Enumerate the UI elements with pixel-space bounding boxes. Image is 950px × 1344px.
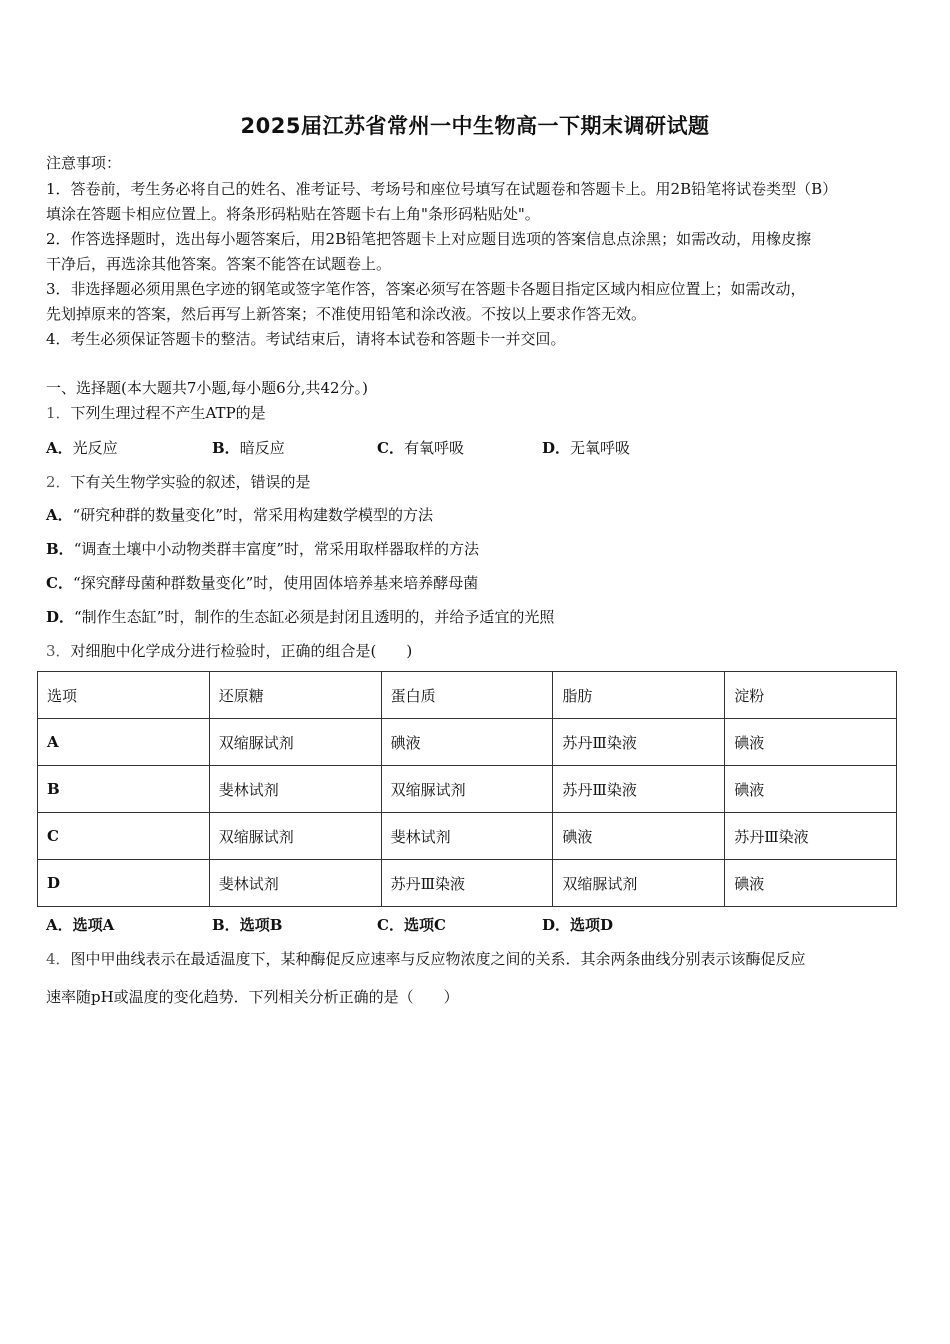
question-text: 下有关生物学实验的叙述，错误的是 <box>70 473 311 491</box>
table-cell: 双缩脲试剂 <box>381 766 553 813</box>
option-c[interactable]: C．有氧呼吸 <box>377 439 464 457</box>
notice-line: 先划掉原来的答案，然后再写上新答案；不准使用铅笔和涂改液。不按以上要求作答无效。 <box>46 305 647 323</box>
table-cell: 碘液 <box>725 719 897 766</box>
exam-title: 2025届江苏省常州一中生物高一下期末调研试题 <box>240 114 710 138</box>
table-cell: 苏丹Ⅲ染液 <box>725 813 897 860</box>
table-cell: 碘液 <box>553 813 725 860</box>
table-header-cell: 选项 <box>38 672 210 719</box>
notice-line: 填涂在答题卡相应位置上。将条形码粘贴在答题卡右上角"条形码粘贴处"。 <box>46 205 540 223</box>
option-c[interactable]: C．“探究酵母菌种群数量变化”时，使用固体培养基来培养酵母菌 <box>46 574 479 592</box>
option-c[interactable]: C．选项C <box>377 916 446 934</box>
question-4 <box>46 948 806 969</box>
question-2 <box>46 471 311 492</box>
question-1-options <box>46 437 906 457</box>
question-text-continued: 速率随pH或温度的变化趋势．下列相关分析正确的是（ ） <box>46 988 459 1006</box>
table-header-cell: 蛋白质 <box>381 672 553 719</box>
table-cell: 苏丹Ⅲ染液 <box>553 719 725 766</box>
table-cell: 双缩脲试剂 <box>209 813 381 860</box>
notice-line: 2．作答选择题时，选出每小题答案后，用2B铅笔把答题卡上对应题目选项的答案信息点涂黑；如需改动，用橡皮擦 <box>46 230 812 248</box>
table-cell: 斐林试剂 <box>381 813 553 860</box>
table-row <box>38 813 897 860</box>
question-text: 下列生理过程不产生ATP的是 <box>70 404 266 422</box>
option-a[interactable]: A．光反应 <box>46 439 118 457</box>
question-number: 1． <box>46 404 71 422</box>
question-1 <box>46 402 266 423</box>
option-a[interactable]: A．选项A <box>46 916 115 934</box>
table-cell: 碘液 <box>725 860 897 907</box>
question-text: 图中甲曲线表示在最适温度下，某种酶促反应速率与反应物浓度之间的关系．其余两条曲线分别表示该酶促反应 <box>70 950 806 968</box>
table-cell: B <box>38 766 210 813</box>
table-header-cell: 还原糖 <box>209 672 381 719</box>
table-header-cell: 淀粉 <box>725 672 897 719</box>
table-header-cell: 脂肪 <box>553 672 725 719</box>
notice-line: 干净后，再选涂其他答案。答案不能答在试题卷上。 <box>46 255 392 273</box>
option-a[interactable]: A．“研究种群的数量变化”时，常采用构建数学模型的方法 <box>46 506 433 524</box>
question-text: 对细胞中化学成分进行检验时，正确的组合是( ) <box>70 642 413 660</box>
table-cell: 苏丹Ⅲ染液 <box>553 766 725 813</box>
option-b[interactable]: B．暗反应 <box>212 439 285 457</box>
notice-line: 4．考生必须保证答题卡的整洁。考试结束后，请将本试卷和答题卡一并交回。 <box>46 330 566 348</box>
table-cell: 苏丹Ⅲ染液 <box>381 860 553 907</box>
table-cell: C <box>38 813 210 860</box>
notice-heading: 注意事项： <box>46 154 122 172</box>
question-number: 4． <box>46 950 71 968</box>
notice-line: 1．答卷前，考生务必将自己的姓名、准考证号、考场号和座位号填写在试题卷和答题卡上。用2B铅笔将试卷类型（B） <box>46 180 838 198</box>
option-d[interactable]: D．“制作生态缸”时，制作的生态缸必须是封闭且透明的，并给予适宜的光照 <box>46 608 555 626</box>
table-cell: 碘液 <box>381 719 553 766</box>
table-cell: A <box>38 719 210 766</box>
table-cell: 斐林试剂 <box>209 766 381 813</box>
table-row <box>38 766 897 813</box>
table-cell: D <box>38 860 210 907</box>
section-heading: 一、选择题(本大题共7小题,每小题6分,共42分。) <box>46 379 368 397</box>
option-d[interactable]: D．无氧呼吸 <box>542 439 631 457</box>
reagent-table <box>37 671 897 907</box>
table-cell: 双缩脲试剂 <box>553 860 725 907</box>
table-cell: 双缩脲试剂 <box>209 719 381 766</box>
option-d[interactable]: D．选项D <box>542 916 614 934</box>
question-3 <box>46 640 412 661</box>
table-cell: 斐林试剂 <box>209 860 381 907</box>
table-row <box>38 719 897 766</box>
question-number: 2． <box>46 473 71 491</box>
question-number: 3． <box>46 642 71 660</box>
table-row <box>38 860 897 907</box>
notice-line: 3．非选择题必须用黑色字迹的钢笔或签字笔作答，答案必须写在答题卡各题目指定区域内相应位置上；如需改动， <box>46 280 806 298</box>
option-b[interactable]: B．选项B <box>212 916 283 934</box>
option-b[interactable]: B．“调查土壤中小动物类群丰富度”时，常采用取样器取样的方法 <box>46 540 480 558</box>
table-cell: 碘液 <box>725 766 897 813</box>
question-3-options <box>46 914 906 934</box>
table-header-row <box>38 672 897 719</box>
